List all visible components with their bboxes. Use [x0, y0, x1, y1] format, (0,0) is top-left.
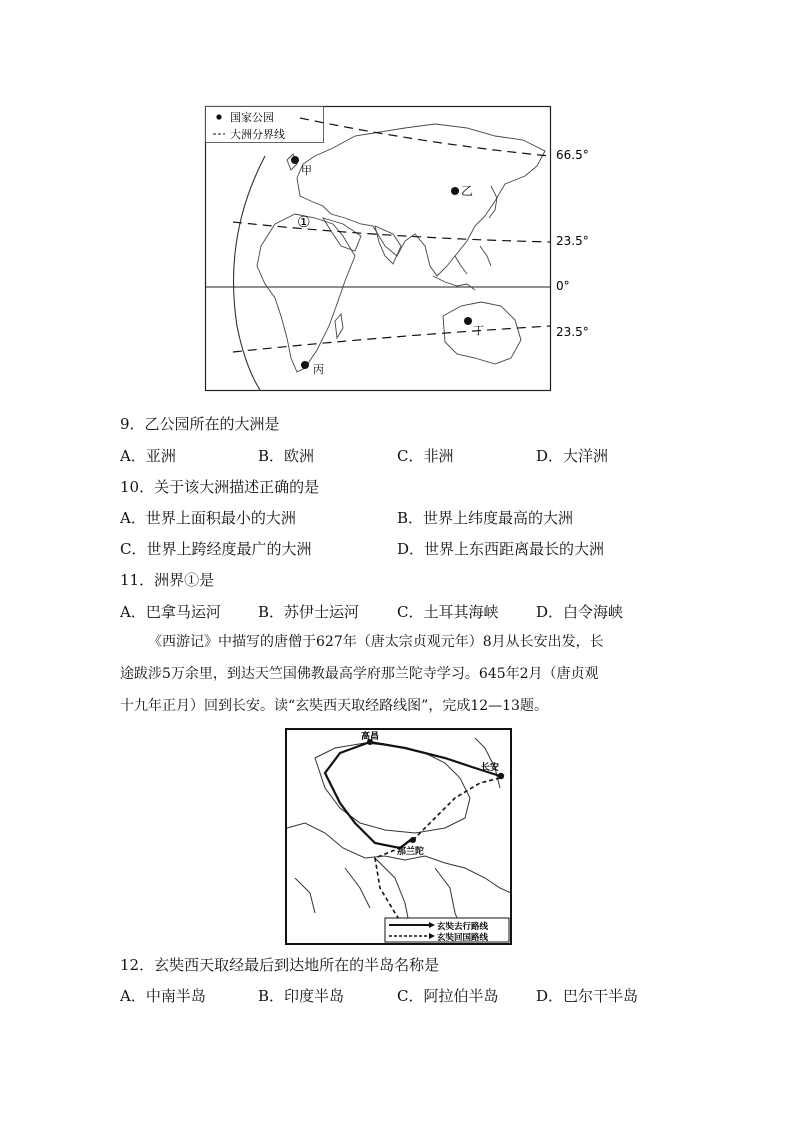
q9-option-d[interactable]: D．大洋洲	[536, 447, 609, 465]
legend-boundary-label: 大洲分界线	[230, 128, 285, 141]
q12-stem: 12．玄奘西天取经最后到达地所在的半岛名称是	[120, 956, 440, 974]
passage-line-2: 途跋涉5万余里，到达天竺国佛教最高学府那兰陀寺学习。645年2月（唐贞观	[120, 666, 599, 682]
q12-option-a[interactable]: A．中南半岛	[120, 987, 206, 1005]
q9-option-c[interactable]: C．非洲	[397, 447, 454, 465]
world-map-svg	[205, 106, 589, 394]
park-label-yi: 乙	[461, 184, 474, 198]
park-point-jia	[291, 156, 299, 164]
legend-park-label: 国家公园	[230, 111, 274, 124]
q12-option-d[interactable]: D．巴尔干半岛	[536, 987, 639, 1005]
q11-stem-text: 11．洲界	[120, 571, 185, 589]
route-map-svg	[285, 728, 513, 946]
q9-option-b[interactable]: B．欧洲	[258, 447, 315, 465]
legend-return-label: 玄奘回国路线	[437, 933, 489, 943]
q12-option-b[interactable]: B．印度半岛	[258, 987, 345, 1005]
legend-outbound-label: 玄奘去行路线	[437, 922, 489, 932]
q10-option-c[interactable]: C．世界上跨经度最广的大洲	[120, 540, 312, 558]
q11-circle-one: ①	[184, 571, 200, 589]
lat-label-23-5-n: 23.5°	[556, 234, 589, 248]
place-label-changan: 长安	[481, 763, 500, 773]
q9-stem: 9．乙公园所在的大洲是	[120, 415, 280, 433]
place-label-gaochang: 高昌	[361, 732, 380, 742]
lat-label-0: 0°	[556, 279, 570, 293]
passage-line-3: 十九年正月）回到长安。读“玄奘西天取经路线图”，完成12—13题。	[120, 698, 548, 714]
park-label-ding: 丁	[473, 324, 484, 337]
xuanzang-route-map	[285, 728, 513, 946]
q11-option-b[interactable]: B．苏伊士运河	[258, 603, 360, 621]
legend-park-dot	[216, 114, 221, 119]
boundary-marker-one: ①	[297, 213, 311, 231]
park-point-ding	[464, 317, 472, 325]
place-dot-changan	[498, 773, 504, 779]
q12-option-c[interactable]: C．阿拉伯半岛	[397, 987, 499, 1005]
park-point-bing	[301, 361, 309, 369]
park-point-yi	[451, 187, 459, 195]
q11-option-c[interactable]: C．土耳其海峡	[397, 603, 499, 621]
world-map-figure	[205, 106, 589, 394]
lat-label-66-5: 66.5°	[556, 148, 589, 162]
q10-option-d[interactable]: D．世界上东西距离最长的大洲	[397, 540, 605, 558]
passage-line-1: 《西游记》中描写的唐僧于627年（唐太宗贞观元年）8月从长安出发，长	[148, 634, 604, 650]
q11-stem	[120, 570, 214, 590]
q10-option-b[interactable]: B．世界上纬度最高的大洲	[397, 509, 574, 527]
q9-option-a[interactable]: A．亚洲	[120, 447, 176, 465]
lat-label-23-5-s: 23.5°	[556, 325, 589, 339]
park-label-jia: 甲	[301, 164, 312, 177]
q11-option-a[interactable]: A．巴拿马运河	[120, 603, 221, 621]
q10-stem: 10．关于该大洲描述正确的是	[120, 478, 320, 496]
place-label-nalanda: 那兰陀	[397, 847, 425, 857]
place-dot-nalanda	[410, 837, 416, 843]
park-label-bing: 丙	[313, 363, 324, 376]
q10-option-a[interactable]: A．世界上面积最小的大洲	[120, 509, 296, 527]
q11-stem-end: 是	[199, 571, 215, 589]
q11-option-d[interactable]: D．白令海峡	[536, 603, 624, 621]
